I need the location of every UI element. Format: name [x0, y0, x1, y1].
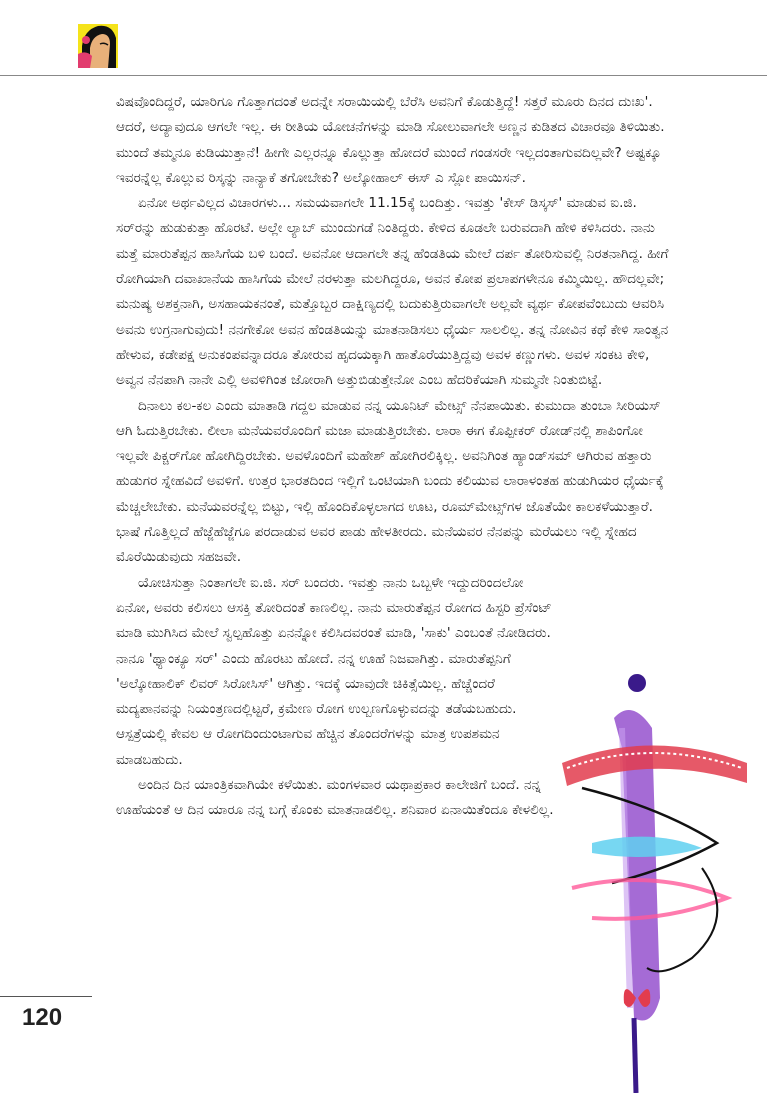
header-face-logo-icon [78, 18, 118, 68]
paragraph-1: ವಿಷವೊಂದಿದ್ದರೆ, ಯಾರಿಗೂ ಗೊತ್ತಾಗದಂತೆ ಅದನ್ನೇ ಸರಾಯಿಯಲ್ಲಿ ಬೆರೆಸಿ ಅವನಿಗೆ ಕೊಡುತ್ತಿದ್ದೆ! ಸತ್ತರೆ ಮೂರು ದಿನದ ದುಃಖ'. ಆದರೆ, ಅದ್ಯಾವುದೂ ಆಗಲೇ ಇಲ್ಲ. ಈ ರೀತಿಯ ಯೋಚನೆಗಳನ್ನು ಮಾಡಿ ಸೋಲುವಾಗಲೇ ಅಣ್ಣನ ಕುಡಿತದ ವಿಚಾರವೂ ತಿಳಿಯಿತು. ಮುಂದೆ ತಮ್ಮನೂ ಕುಡಿಯುತ್ತಾನೆ! ಹೀಗೇ ಎಲ್ಲರನ್ನೂ ಕೊಲ್ಲುತ್ತಾ ಹೋದರೆ ಮುಂದೆ ಗಂಡಸರೇ ಇಲ್ಲದಂತಾಗುವದಿಲ್ಲವೇ? ಅಷ್ಟಕ್ಕೂ ಇವರನ್ನೆಲ್ಲ ಕೊಲ್ಲುವ ರಿಸ್ಕನ್ನು ನಾನ್ಯಾಕೆ ತಗೋಬೇಕು? ಅಲ್ಕೋಹಾಲ್ ಈಸ್ ಎ ಸ್ಲೋ ಪಾಯಿಸನ್. [116, 94, 665, 186]
footer-rule [0, 996, 92, 997]
paragraph-3: ದಿನಾಲು ಕಲ-ಕಲ ಎಂದು ಮಾತಾಡಿ ಗದ್ದಲ ಮಾಡುವ ನನ್ನ ಯೂನಿಟ್ ಮೇಟ್ಸ್ ನೆನಪಾಯಿತು. ಕುಮುದಾ ತುಂಬಾ ಸೀರಿಯಸ್ ಆಗಿ ಓದುತ್ತಿರಬೇಕು. ಲೀಲಾ ಮನೆಯವರೊಂದಿಗೆ ಮಜಾ ಮಾಡುತ್ತಿರಬೇಕು. ಲಾರಾ ಈಗ ಕೊಪ್ಪೀಕರ್ ರೋಡ್‌ನಲ್ಲಿ ಶಾಪಿಂಗೋ ಇಲ್ಲವೇ ಪಿಕ್ಚರ್‌ಗೋ ಹೋಗಿದ್ದಿರಬೇಕು. ಅವಳೊಂದಿಗೆ ಮಹೇಶ್ ಹೋಗಿರಲಿಕ್ಕಿಲ್ಲ. ಅವನಿಗಿಂತ ಹ್ಯಾಂಡ್‌ಸಮ್ ಆಗಿರುವ ಹತ್ತಾರು ಹುಡುಗರ ಸ್ನೇಹವಿದೆ ಅವಳಿಗೆ. ಉತ್ತರ ಭಾರತದಿಂದ ಇಲ್ಲಿಗೆ ಒಂಟಿಯಾಗಿ ಬಂದು ಕಲಿಯುವ ಲಾರಾಳಂತಹ ಹುಡುಗಿಯರ ಧೈರ್ಯಕ್ಕೆ ಮೆಚ್ಚಲೇಬೇಕು. ಮನೆಯವರನ್ನೆಲ್ಲ ಬಿಟ್ಟು, ಇಲ್ಲಿ ಹೊಂದಿಕೊಳ್ಳಲಾಗದ ಊಟ, ರೂಮ್‌ಮೇಟ್ಸ್‌ಗಳ ಜೊತೆಯೇ ಕಾಲಕಳೆಯುತ್ತಾರೆ. ಭಾಷೆ ಗೊತ್ತಿಲ್ಲದೆ ಹೆಜ್ಜೆಹೆಜ್ಜೆಗೂ ಪರದಾಡುವ ಅವರ ಪಾಡು ಹೇಳತೀರದು. ಮನೆಯವರ ನೆನಪನ್ನು ಮರೆಯಲು ಇಲ್ಲಿ ಸ್ನೇಹದ ಮೊರೆಯಿಡುವುದು ಸಹಜವೇ. [116, 397, 664, 566]
paragraph-4: ಯೋಚಿಸುತ್ತಾ ನಿಂತಾಗಲೇ ಐ.ಜಿ. ಸರ್ ಬಂದರು. ಇವತ್ತು ನಾನು ಒಬ್ಬಳೇ ಇದ್ದುದರಿಂದಲೋ ಏನೋ, ಅವರು ಕಲಿಸಲು ಆಸಕ್ತಿ ತೋರಿದಂತೆ ಕಾಣಲಿಲ್ಲ. ನಾನು ಮಾರುತೆಪ್ಪನ ರೋಗದ ಹಿಸ್ಟರಿ ಪ್ರೆಸೆಂಟ್ ಮಾಡಿ ಮುಗಿಸಿದ ಮೇಲೆ ಸ್ವಲ್ಪಹೊತ್ತು ಏನನ್ನೋ ಕಲಿಸಿದವರಂತೆ ಮಾಡಿ, 'ಸಾಕು' ಎಂಬಂತೆ ನೋಡಿದರು. ನಾನೂ 'ಥ್ಯಾಂಕ್ಯೂ ಸರ್' ಎಂದು ಹೊರಟು ಹೋದೆ. ನನ್ನ ಊಹೆ ನಿಜವಾಗಿತ್ತು. ಮಾರುತೆಪ್ಪನಿಗೆ 'ಅಲ್ಕೋಹಾಲಿಕ್ ಲಿವರ್ ಸಿರೋಸಿಸ್' ಆಗಿತ್ತು. ಇದಕ್ಕೆ ಯಾವುದೇ ಚಿಕಿತ್ಸೆಯಿಲ್ಲ. ಹೆಚ್ಚೆಂದರೆ ಮದ್ಯಪಾನವನ್ನು ನಿಯಂತ್ರಣದಲ್ಲಿಟ್ಟರೆ, ಕ್ರಮೇಣ ರೋಗ ಉಲ್ಬಣಗೊಳ್ಳುವದನ್ನು ತಡೆಯಬಹುದು. ಆಸ್ಪತ್ರೆಯಲ್ಲಿ ಕೇವಲ ಆ ರೋಗದಿಂದುಂಟಾಗುವ ಹೆಚ್ಚಿನ ತೊಂದರೆಗಳನ್ನು ಮಾತ್ರ ಉಪಶಮನ ಮಾಡಬಹುದು. [116, 574, 552, 768]
paragraph-2: ಏನೋ ಅರ್ಥವಿಲ್ಲದ ವಿಚಾರಗಳು... ಸಮಯವಾಗಲೇ 11.15ಕ್ಕೆ ಬಂದಿತ್ತು. ಇವತ್ತು 'ಕೇಸ್ ಡಿಸ್ಕಸ್' ಮಾಡುವ ಐ.ಜಿ. ಸರ್‌ರನ್ನು ಹುಡುಕುತ್ತಾ ಹೊರಟೆ. ಅಲ್ಲೇ ಲ್ಯಾಬ್ ಮುಂದುಗಡೆ ನಿಂತಿದ್ದರು. ಕೇಳಿದ ಕೂಡಲೇ ಬರುವದಾಗಿ ಹೇಳಿ ಕಳಿಸಿದರು. ನಾನು ಮತ್ತೆ ಮಾರುತೆಪ್ಪನ ಹಾಸಿಗೆಯ ಬಳಿ ಬಂದೆ. ಅವನೋ ಆದಾಗಲೇ ತನ್ನ ಹೆಂಡತಿಯ ಮೇಲೆ ದರ್ಪ ತೋರಿಸುವಲ್ಲಿ ನಿರತನಾಗಿದ್ದ. ಹೀಗೆ ರೋಗಿಯಾಗಿ ದವಾಖಾನೆಯ ಹಾಸಿಗೆಯ ಮೇಲೆ ನರಳುತ್ತಾ ಮಲಗಿದ್ದರೂ, ಅವನ ಕೋಪ ಪ್ರಲಾಪಗಳೇನೂ ಕಮ್ಮಿಯಿಲ್ಲ. ಹೌದಲ್ಲವೇ; ಮನುಷ್ಯ ಅಶಕ್ತನಾಗಿ, ಅಸಹಾಯಕನಂತೆ, ಮತ್ತೊಬ್ಬರ ದಾಕ್ಷಿಣ್ಯದಲ್ಲಿ ಬದುಕುತ್ತಿರುವಾಗಲೇ ಅಲ್ಲವೇ ವ್ಯರ್ಥ ಕೋಪವೆಂಬುದು ಆವರಿಸಿ ಅವನು ಉಗ್ರನಾಗುವುದು! ನನಗೇಕೋ ಅವನ ಹೆಂಡತಿಯನ್ನು ಮಾತನಾಡಿಸಲು ಧೈರ್ಯ ಸಾಲಲಿಲ್ಲ. ತನ್ನ ನೋವಿನ ಕಥೆ ಕೇಳಿ ಸಾಂತ್ವನ ಹೇಳುವ, ಕಡೇಪಕ್ಷ ಅನುಕಂಪವನ್ನಾದರೂ ತೋರುವ ಹೃದಯಕ್ಕಾಗಿ ಹಾತೊರೆಯುತ್ತಿದ್ದವು ಅವಳ ಕಣ್ಣುಗಳು. ಅವಳ ಸಂಕಟ ಕೇಳಿ, ಅವ್ವನ ನೆನಪಾಗಿ ನಾನೇ ಎಲ್ಲಿ ಅವಳಿಗಿಂತ ಜೋರಾಗಿ ಅತ್ತುಬಿಡುತ್ತೇನೋ ಎಂಬ ಹೆದರಿಕೆಯಾಗಿ ಸುಮ್ಮನೇ ನಿಂತುಬಿಟ್ಟೆ. [116, 195, 669, 389]
decorative-artwork [552, 668, 767, 1093]
page-number: 120 [22, 1004, 63, 1031]
header-rule [0, 75, 767, 76]
paragraph-5: ಅಂದಿನ ದಿನ ಯಾಂತ್ರಿಕವಾಗಿಯೇ ಕಳೆಯಿತು. ಮಂಗಳವಾರ ಯಥಾಪ್ರಕಾರ ಕಾಲೇಜಿಗೆ ಬಂದೆ. ನನ್ನ ಊಹೆಯಂತೆ ಆ ದಿನ ಯಾರೂ ನನ್ನ ಬಗ್ಗೆ ಕೊಂಕು ಮಾತನಾಡಲಿಲ್ಲ. ಶನಿವಾರ ಏನಾಯಿತೆಂದೂ ಕೇಳಲಿಲ್ಲ. [116, 777, 554, 819]
